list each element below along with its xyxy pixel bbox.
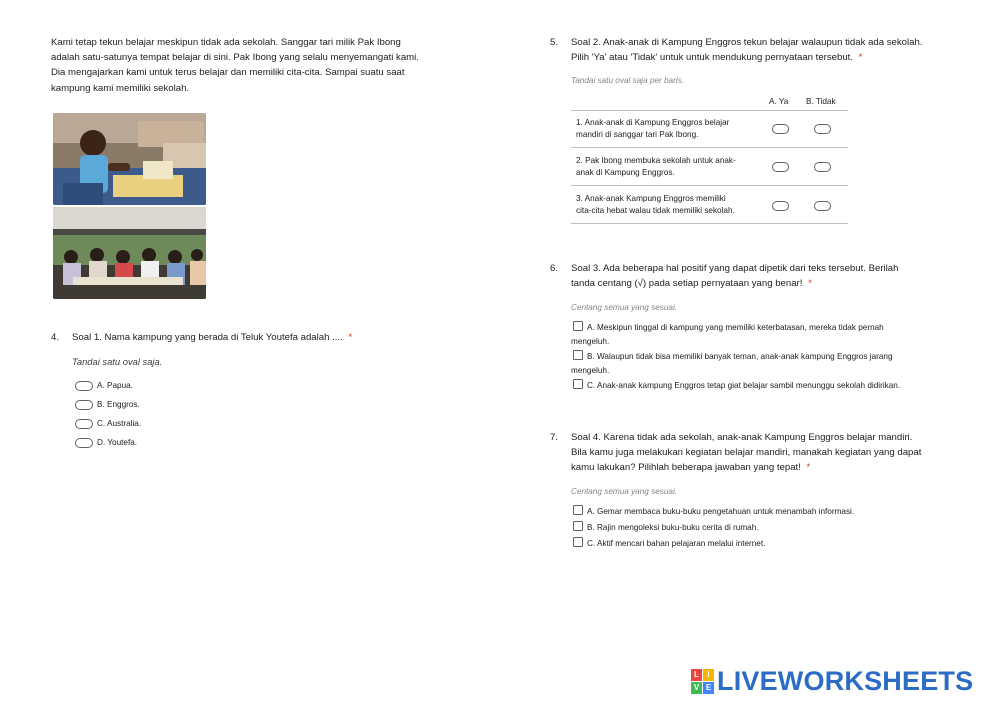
grid-col-header-ya: A. Ya — [769, 97, 789, 106]
q4-option-b[interactable] — [75, 399, 140, 411]
option-label: A. Meskipun tinggal di kampung yang memiliki keterbatasan, mereka tidak pernah — [587, 323, 884, 332]
grid-divider — [571, 147, 848, 148]
option-label-cont: mengeluh. — [571, 336, 610, 346]
radio-oval[interactable] — [75, 419, 93, 429]
q6-hint: Centang semua yang sesuai. — [571, 303, 678, 312]
option-label: B. Rajin mengoleksi buku-buku cerita di rumah. — [587, 523, 759, 532]
q6-option-b[interactable] — [573, 350, 943, 377]
q5-hint: Tandai satu oval saja per baris. — [571, 76, 685, 85]
q7-line: Soal 4. Karena tidak ada sekolah, anak-anak Kampung Enggros belajar mandiri. — [571, 432, 913, 443]
q4-option-a[interactable] — [75, 380, 133, 392]
q6-number: 6. — [550, 263, 559, 274]
required-asterisk: * — [808, 278, 812, 289]
photo-child-reading — [53, 113, 206, 205]
grid-row-3-ya-radio[interactable] — [772, 201, 789, 211]
grid-row-text: cita-cita hebat walau tidak memiliki sekolah. — [576, 206, 735, 215]
q5-line: Pilih 'Ya' atau 'Tidak' untuk untuk mendukung pernyataan tersebut. — [571, 52, 856, 63]
grid-divider — [571, 110, 848, 111]
q6-option-c[interactable] — [573, 379, 943, 393]
option-label: C. Anak-anak kampung Enggros tetap giat belajar sambil menunggu sekolah didirikan. — [587, 381, 901, 390]
liveworksheets-logo — [691, 667, 973, 695]
grid-row-text: mandiri di sanggar tari Pak Ibong. — [576, 130, 699, 139]
option-label: C. Aktif mencari bahan pelajaran melalui internet. — [587, 539, 766, 548]
grid-row-2-tidak-radio[interactable] — [814, 162, 831, 172]
grid-row-3-tidak-radio[interactable] — [814, 201, 831, 211]
logo-wordmark: LIVEWORKSHEETS — [717, 666, 974, 696]
intro-line: adalah satu-satunya tempat belajar di sini. Pak Ibong yang selalu menyemangati kami. — [51, 52, 419, 64]
option-label: A. Gemar membaca buku-buku pengetahuan untuk menambah informasi. — [587, 507, 855, 516]
grid-row-2-ya-radio[interactable] — [772, 162, 789, 172]
q7-text — [571, 430, 971, 475]
q5-line: Soal 2. Anak-anak di Kampung Enggros tekun belajar walaupun tidak ada sekolah. — [571, 37, 923, 48]
checkbox[interactable] — [573, 537, 583, 547]
q4-question: Soal 1. Nama kampung yang berada di Teluk Youtefa adalah .... — [72, 332, 346, 343]
logo-block-v: V — [691, 682, 702, 694]
grid-divider — [571, 223, 848, 224]
checkbox[interactable] — [573, 379, 583, 389]
q7-line: Bila kamu juga melakukan kegiatan belajar mandiri, manakah kegiatan yang dapat — [571, 447, 922, 458]
q7-option-c[interactable] — [573, 537, 943, 551]
q4-option-c[interactable] — [75, 418, 141, 430]
logo-block-l: L — [691, 669, 702, 681]
photo-group-learning — [53, 207, 206, 299]
grid-row-1-label — [576, 117, 756, 141]
intro-line: kampung kami memiliki sekolah. — [51, 82, 190, 94]
grid-row-text: anak di Kampung Enggros. — [576, 168, 675, 177]
logo-block-i: I — [703, 669, 714, 681]
q4-option-d[interactable] — [75, 437, 137, 449]
option-label: A. Papua. — [97, 381, 133, 390]
q6-line: tanda centang (√) pada setiap pernyataan yang benar! — [571, 278, 806, 289]
q6-option-a[interactable] — [573, 321, 943, 348]
intro-line: Kami tetap tekun belajar meskipun tidak ada sekolah. Sanggar tari milik Pak Ibong — [51, 37, 401, 48]
grid-row-text: 3. Anak-anak Kampung Enggros memiliki — [576, 194, 726, 203]
q4-text — [72, 330, 392, 345]
grid-row-text: 1. Anak-anak di Kampung Enggros belajar — [576, 118, 730, 127]
required-asterisk: * — [858, 52, 863, 63]
checkbox[interactable] — [573, 350, 583, 360]
radio-oval[interactable] — [75, 438, 93, 448]
q7-line: kamu lakukan? Pilihlah beberapa jawaban yang tepat! — [571, 462, 804, 473]
intro-paragraph — [51, 35, 481, 96]
grid-divider — [571, 185, 848, 186]
q7-option-a[interactable] — [573, 505, 943, 519]
radio-oval[interactable] — [75, 400, 93, 410]
q5-number: 5. — [550, 37, 559, 48]
option-label: D. Youtefa. — [97, 438, 138, 447]
option-label: B. Walaupun tidak bisa memiliki banyak teman, anak-anak kampung Enggros jarang — [587, 352, 893, 361]
required-asterisk: * — [806, 462, 811, 473]
logo-blocks-icon — [691, 669, 714, 694]
grid-row-text: 2. Pak Ibong membuka sekolah untuk anak- — [576, 156, 736, 165]
grid-row-2-label — [576, 155, 756, 179]
grid-row-3-label — [576, 193, 756, 217]
checkbox[interactable] — [573, 321, 583, 331]
q7-hint: Centang semua yang sesuai. — [571, 487, 678, 496]
q7-option-b[interactable] — [573, 521, 943, 535]
checkbox[interactable] — [573, 521, 583, 531]
q5-text — [571, 35, 971, 65]
checkbox[interactable] — [573, 505, 583, 515]
intro-line: Dia mengajarkan kami untuk terus belajar dan memiliki cita-cita. Sampai suatu saat — [51, 67, 405, 79]
option-label: C. Australia. — [97, 419, 142, 428]
q4-hint: Tandai satu oval saja. — [72, 356, 163, 367]
option-label-cont: mengeluh. — [571, 365, 610, 375]
q4-number: 4. — [51, 332, 60, 343]
q6-line: Soal 3. Ada beberapa hal positif yang dapat dipetik dari teks tersebut. Berilah — [571, 263, 899, 274]
logo-block-e: E — [703, 682, 714, 694]
q7-number: 7. — [550, 432, 559, 443]
grid-row-1-tidak-radio[interactable] — [814, 124, 831, 134]
grid-col-header-tidak: B. Tidak — [806, 97, 836, 106]
option-label: B. Enggros. — [97, 400, 140, 409]
q6-text — [571, 261, 971, 291]
grid-row-1-ya-radio[interactable] — [772, 124, 789, 134]
radio-oval[interactable] — [75, 381, 93, 391]
required-asterisk: * — [348, 332, 353, 343]
